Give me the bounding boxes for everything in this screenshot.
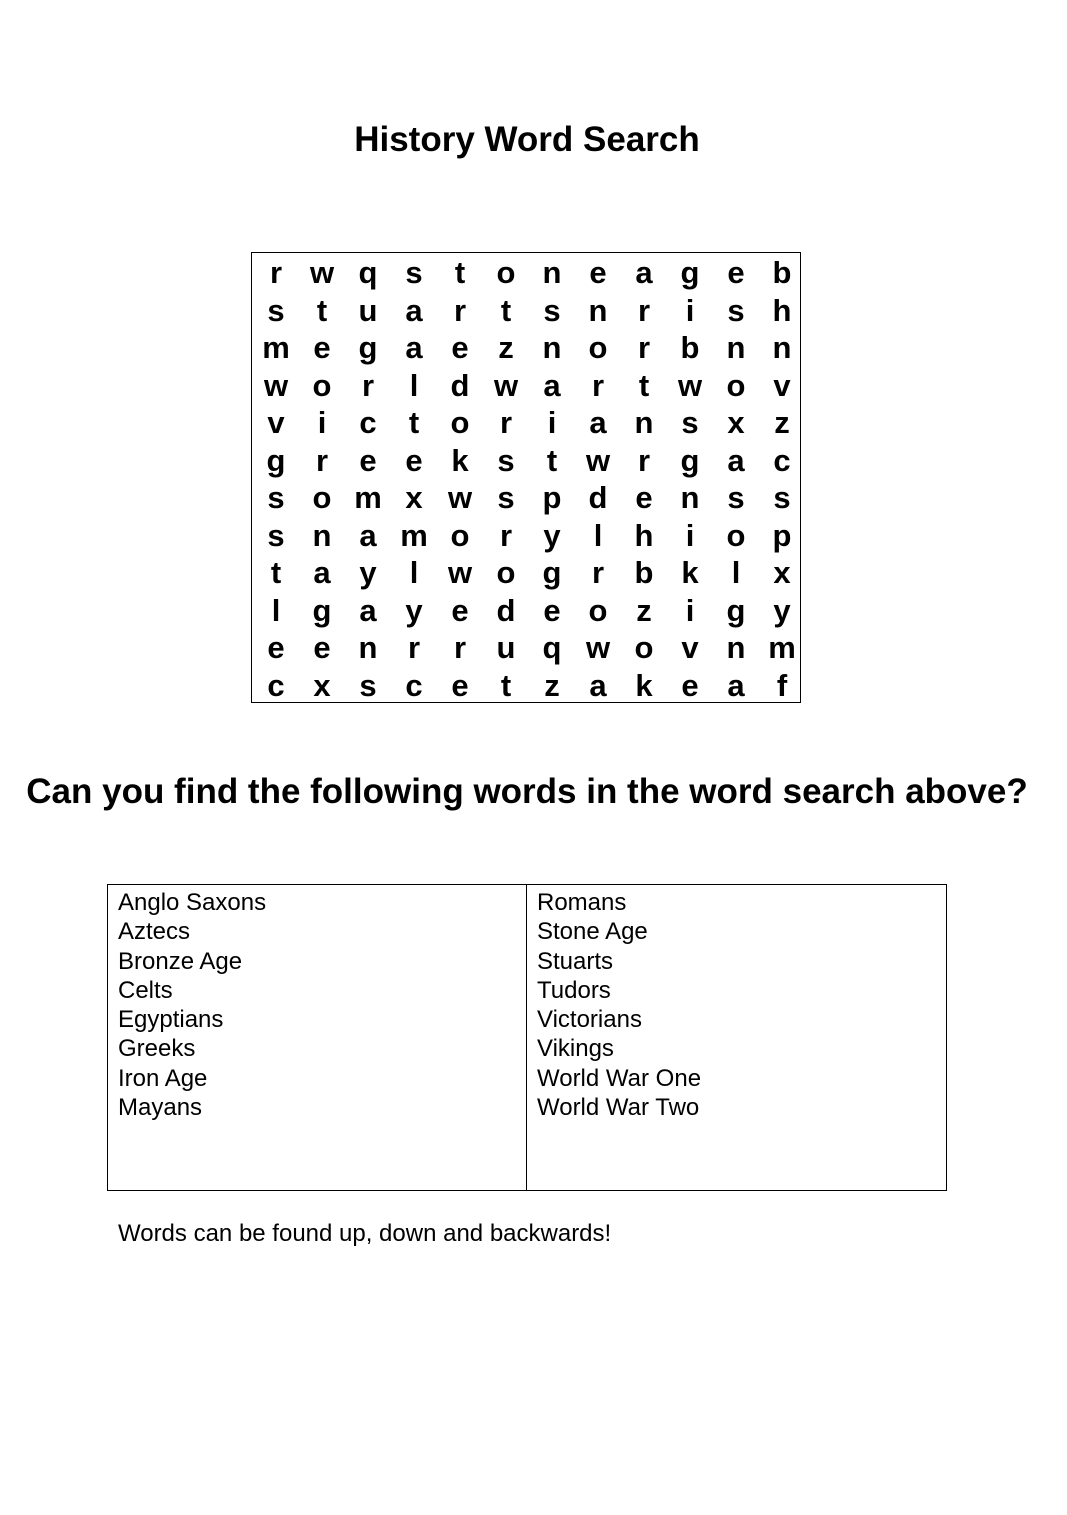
word-list-item: Greeks xyxy=(118,1035,196,1063)
hint-text: Words can be found up, down and backwards! xyxy=(118,1220,612,1247)
word-list-item: Celts xyxy=(118,976,173,1004)
grid-cell: t xyxy=(408,405,420,440)
grid-cell: g xyxy=(680,255,700,290)
word-list-item: Egyptians xyxy=(118,1006,224,1034)
grid-cell: a xyxy=(589,667,607,703)
grid-cell: a xyxy=(727,667,745,703)
grid-cell: x xyxy=(313,667,331,703)
grid-cell: i xyxy=(547,405,557,440)
grid-cell: m xyxy=(768,630,796,665)
grid-cell: n xyxy=(312,517,332,553)
grid-cell: l xyxy=(593,517,603,553)
grid-cell: e xyxy=(359,442,377,478)
grid-cell: n xyxy=(588,292,608,328)
grid-cell: e xyxy=(681,667,699,703)
grid-cell: v xyxy=(681,630,699,665)
word-list-item: Anglo Saxons xyxy=(118,889,267,916)
grid-cell: y xyxy=(405,592,423,628)
grid-cell: e xyxy=(267,630,285,665)
grid-cell: y xyxy=(773,592,791,628)
grid-cell: n xyxy=(726,630,746,665)
grid-cell: n xyxy=(542,255,562,290)
grid-cell: r xyxy=(637,292,651,328)
grid-cell: p xyxy=(542,480,562,515)
grid-cell: i xyxy=(685,517,695,553)
grid-cell: t xyxy=(454,255,466,290)
grid-cell: q xyxy=(358,255,378,290)
grid-cell: k xyxy=(635,667,653,703)
word-list-left-column xyxy=(108,885,527,1190)
grid-cell: t xyxy=(638,367,650,403)
grid-cell: d xyxy=(496,592,516,628)
grid-cell: c xyxy=(405,667,423,703)
grid-cell: g xyxy=(542,555,562,590)
grid-cell: g xyxy=(680,442,700,478)
grid-cell: g xyxy=(358,330,378,365)
grid-cell: r xyxy=(499,517,513,553)
grid-cell: x xyxy=(727,405,745,440)
grid-cell: d xyxy=(588,480,608,515)
grid-cell: e xyxy=(451,330,469,365)
grid-cell: r xyxy=(315,442,329,478)
grid-cell: r xyxy=(499,405,513,440)
grid-cell: l xyxy=(271,592,281,628)
grid-cell: s xyxy=(543,292,561,328)
grid-cell: r xyxy=(407,630,421,665)
grid-cell: w xyxy=(493,367,519,403)
grid-cell: w xyxy=(447,555,473,590)
grid-cell: m xyxy=(262,330,290,365)
grid-cell: g xyxy=(726,592,746,628)
word-list-item: Stuarts xyxy=(537,947,614,975)
instructions-text: Can you find the following words in the word search above? xyxy=(26,772,1028,811)
grid-cell: o xyxy=(450,405,470,440)
word-search-grid xyxy=(251,252,801,703)
grid-cell: p xyxy=(772,517,792,553)
grid-cell: v xyxy=(773,367,791,403)
word-list-item: Romans xyxy=(537,889,627,916)
grid-cell: z xyxy=(498,330,514,365)
grid-cell: a xyxy=(359,517,377,553)
grid-cell: z xyxy=(544,667,560,703)
grid-cell: n xyxy=(634,405,654,440)
grid-cell: m xyxy=(400,517,428,553)
grid-cell: e xyxy=(635,480,653,515)
grid-cell: s xyxy=(405,255,423,290)
grid-cell: w xyxy=(447,480,473,515)
grid-cell: l xyxy=(731,555,741,590)
grid-cell: n xyxy=(772,330,792,365)
grid-cell: o xyxy=(588,592,608,628)
word-list-item: Tudors xyxy=(537,976,611,1004)
grid-cell: r xyxy=(453,292,467,328)
grid-cell: s xyxy=(267,292,285,328)
grid-cell: o xyxy=(726,367,746,403)
grid-cell: e xyxy=(543,592,561,628)
grid-cell: z xyxy=(636,592,652,628)
word-list-table xyxy=(107,884,947,1191)
grid-cell: s xyxy=(497,480,515,515)
word-list-item: World War One xyxy=(537,1064,702,1092)
grid-cell: s xyxy=(727,480,745,515)
grid-cell: e xyxy=(313,630,331,665)
grid-cell: n xyxy=(680,480,700,515)
grid-cell: o xyxy=(588,330,608,365)
grid-cell: a xyxy=(727,442,745,478)
grid-cell: n xyxy=(358,630,378,665)
grid-cell: o xyxy=(496,255,516,290)
grid-cell: r xyxy=(591,555,605,590)
grid-cell: e xyxy=(313,330,331,365)
grid-cell: r xyxy=(269,255,283,290)
grid-cell: b xyxy=(634,555,654,590)
grid-cell: a xyxy=(635,255,653,290)
word-list-item: World War Two xyxy=(537,1094,700,1122)
grid-cell: s xyxy=(681,405,699,440)
grid-cell: s xyxy=(773,480,791,515)
grid-cell: i xyxy=(317,405,327,440)
grid-cell: w xyxy=(585,630,611,665)
word-list-item: Mayans xyxy=(118,1094,203,1122)
grid-cell: o xyxy=(634,630,654,665)
grid-cell: h xyxy=(634,517,654,553)
grid-cell: s xyxy=(267,517,285,553)
grid-cell: o xyxy=(450,517,470,553)
grid-cell: e xyxy=(451,667,469,703)
word-list-item: Stone Age xyxy=(537,918,648,946)
word-list-item: Vikings xyxy=(537,1035,614,1063)
grid-cell: z xyxy=(774,405,790,440)
grid-cell: c xyxy=(773,442,791,478)
grid-cell: s xyxy=(267,480,285,515)
grid-cell: u xyxy=(496,630,516,665)
grid-cell: e xyxy=(589,255,607,290)
grid-cell: b xyxy=(772,255,792,290)
grid-cell: k xyxy=(451,442,469,478)
grid-cell: l xyxy=(409,555,419,590)
grid-cell: g xyxy=(266,442,286,478)
word-list-item: Victorians xyxy=(537,1006,642,1034)
grid-cell: a xyxy=(543,367,561,403)
grid-cell: i xyxy=(685,592,695,628)
grid-cell: x xyxy=(773,555,791,590)
grid-cell: k xyxy=(681,555,699,590)
grid-cell: m xyxy=(354,480,382,515)
grid-cell: h xyxy=(772,292,792,328)
page-title: History Word Search xyxy=(354,120,700,159)
grid-cell: s xyxy=(359,667,377,703)
grid-cell: e xyxy=(405,442,423,478)
grid-cell: o xyxy=(726,517,746,553)
grid-cell: w xyxy=(309,255,335,290)
word-list-item: Bronze Age xyxy=(118,947,243,975)
instructions-heading xyxy=(0,768,1054,816)
grid-cell: t xyxy=(316,292,328,328)
grid-cell: l xyxy=(409,367,419,403)
grid-cell: a xyxy=(359,592,377,628)
grid-cell: a xyxy=(313,555,331,590)
grid-cell: a xyxy=(405,330,423,365)
grid-cell: r xyxy=(637,442,651,478)
grid-cell: i xyxy=(685,292,695,328)
grid-cell: c xyxy=(359,405,377,440)
grid-cell: q xyxy=(542,630,562,665)
grid-cell: g xyxy=(312,592,332,628)
grid-cell: r xyxy=(453,630,467,665)
grid-cell: a xyxy=(405,292,423,328)
grid-cell: t xyxy=(500,292,512,328)
grid-cell: w xyxy=(677,367,703,403)
grid-cell: t xyxy=(270,555,282,590)
grid-cell: w xyxy=(585,442,611,478)
grid-cell: s xyxy=(497,442,515,478)
grid-cell: u xyxy=(358,292,378,328)
grid-cell: e xyxy=(451,592,469,628)
grid-cell: r xyxy=(361,367,375,403)
grid-cell: t xyxy=(500,667,512,703)
grid-cell: w xyxy=(263,367,289,403)
grid-cell: d xyxy=(450,367,470,403)
grid-cell: e xyxy=(727,255,745,290)
grid-cell: r xyxy=(637,330,651,365)
grid-cell: y xyxy=(543,517,561,553)
grid-cell: o xyxy=(312,367,332,403)
grid-cell: s xyxy=(727,292,745,328)
grid-cell: r xyxy=(591,367,605,403)
grid-cell: b xyxy=(680,330,700,365)
grid-cell: o xyxy=(312,480,332,515)
grid-cell: n xyxy=(726,330,746,365)
grid-cell: n xyxy=(542,330,562,365)
grid-cell: v xyxy=(267,405,285,440)
word-list-right-column xyxy=(527,885,946,1190)
word-list-item: Iron Age xyxy=(118,1064,208,1092)
grid-cell: f xyxy=(776,667,788,703)
grid-cell: c xyxy=(267,667,285,703)
grid-cell: t xyxy=(546,442,558,478)
grid-cell: a xyxy=(589,405,607,440)
grid-cell: o xyxy=(496,555,516,590)
word-list-item: Aztecs xyxy=(118,918,191,946)
grid-cell: x xyxy=(405,480,423,515)
grid-cell: y xyxy=(359,555,377,590)
